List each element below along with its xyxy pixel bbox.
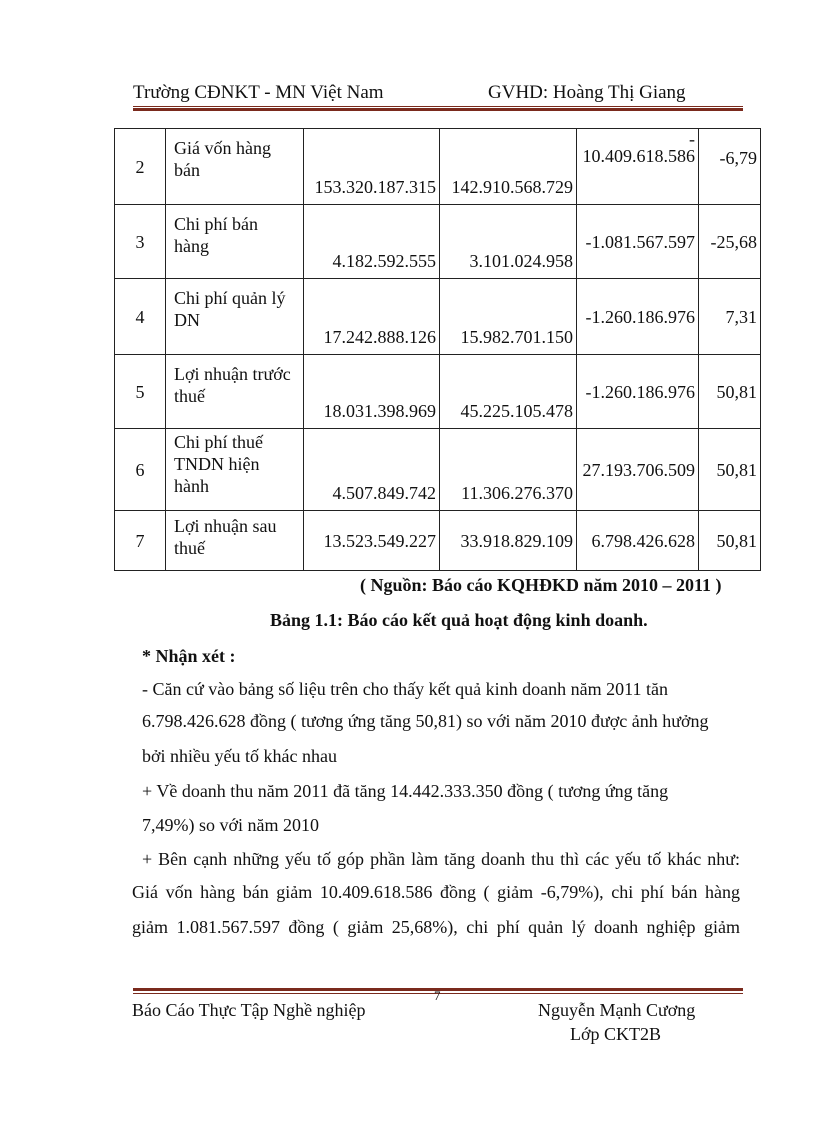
row-stt: 5 bbox=[115, 355, 166, 429]
table-row bbox=[115, 205, 761, 279]
row-stt: 4 bbox=[115, 279, 166, 355]
table-row bbox=[115, 129, 761, 205]
row-name: Chi phí quản lý DN bbox=[166, 279, 304, 355]
row-value-2011: 15.982.701.150 bbox=[440, 279, 577, 355]
row-value-2011: 45.225.105.478 bbox=[440, 355, 577, 429]
row-percent: 50,81 bbox=[699, 511, 761, 571]
row-value-2011: 3.101.024.958 bbox=[440, 205, 577, 279]
row-percent: 50,81 bbox=[699, 429, 761, 511]
page-number: 7 bbox=[434, 988, 441, 1003]
row-value-2011: 33.918.829.109 bbox=[440, 511, 577, 571]
remark-line: Giá vốn hàng bán giảm 10.409.618.586 đồng ( giảm -6,79%), chi phí bán hàng bbox=[132, 882, 740, 902]
remark-line: 6.798.426.628 đồng ( tương ứng tăng 50,81) so với năm 2010 được ảnh hưởng bbox=[142, 711, 709, 731]
difference-value: 10.409.618.586 bbox=[582, 146, 695, 166]
remark-line: bởi nhiều yếu tố khác nhau bbox=[142, 746, 337, 766]
remark-line: + Bên cạnh những yếu tố góp phần làm tăng doanh thu thì các yếu tố khác như: bbox=[142, 849, 740, 869]
footer-report-title: Báo Cáo Thực Tập Nghề nghiệp bbox=[132, 1000, 366, 1020]
remark-line: giảm 1.081.567.597 đồng ( giảm 25,68%), chi phí quản lý doanh nghiệp giảm bbox=[132, 917, 740, 937]
row-percent: -6,79 bbox=[699, 129, 761, 205]
table-row bbox=[115, 279, 761, 355]
page-header bbox=[133, 82, 743, 108]
difference-sign: - bbox=[689, 129, 695, 149]
row-value-2010: 153.320.187.315 bbox=[304, 129, 440, 205]
table-source: ( Nguồn: Báo cáo KQHĐKD năm 2010 – 2011 ) bbox=[360, 575, 722, 595]
row-value-2010: 13.523.549.227 bbox=[304, 511, 440, 571]
table-row bbox=[115, 511, 761, 571]
row-percent: -25,68 bbox=[699, 205, 761, 279]
row-difference: -1.081.567.597 bbox=[577, 205, 699, 279]
row-difference bbox=[577, 129, 699, 205]
row-difference: 27.193.706.509 bbox=[577, 429, 699, 511]
header-supervisor: GVHD: Hoàng Thị Giang bbox=[488, 82, 686, 103]
table-row bbox=[115, 355, 761, 429]
row-name: Lợi nhuận sau thuế bbox=[166, 511, 304, 571]
row-difference: -1.260.186.976 bbox=[577, 279, 699, 355]
header-school: Trường CĐNKT - MN Việt Nam bbox=[133, 82, 384, 103]
row-value-2011: 11.306.276.370 bbox=[440, 429, 577, 511]
remark-line: - Căn cứ vào bảng số liệu trên cho thấy kết quả kinh doanh năm 2011 tăn bbox=[142, 679, 668, 699]
row-value-2010: 4.182.592.555 bbox=[304, 205, 440, 279]
row-value-2010: 18.031.398.969 bbox=[304, 355, 440, 429]
row-stt: 6 bbox=[115, 429, 166, 511]
row-name: Chi phí bán hàng bbox=[166, 205, 304, 279]
row-stt: 3 bbox=[115, 205, 166, 279]
row-stt: 2 bbox=[115, 129, 166, 205]
row-value-2010: 4.507.849.742 bbox=[304, 429, 440, 511]
table-row bbox=[115, 429, 761, 511]
row-percent: 50,81 bbox=[699, 355, 761, 429]
header-rule-thick bbox=[133, 108, 743, 111]
remark-line: + Về doanh thu năm 2011 đã tăng 14.442.333.350 đồng ( tương ứng tăng bbox=[142, 781, 669, 801]
remark-line: 7,49%) so với năm 2010 bbox=[142, 815, 320, 835]
row-name: Giá vốn hàng bán bbox=[166, 129, 304, 205]
row-stt: 7 bbox=[115, 511, 166, 571]
table-caption: Bảng 1.1: Báo cáo kết quả hoạt động kinh doanh. bbox=[270, 610, 648, 630]
row-name: Lợi nhuận trước thuế bbox=[166, 355, 304, 429]
header-rule-thin bbox=[133, 106, 743, 107]
row-value-2011: 142.910.568.729 bbox=[440, 129, 577, 205]
row-value-2010: 17.242.888.126 bbox=[304, 279, 440, 355]
remarks-heading: * Nhận xét : bbox=[142, 646, 236, 666]
footer-author: Nguyễn Mạnh Cương bbox=[538, 1000, 696, 1020]
row-difference: -1.260.186.976 bbox=[577, 355, 699, 429]
footer-class: Lớp CKT2B bbox=[570, 1024, 662, 1044]
row-name: Chi phí thuế TNDN hiện hành bbox=[166, 429, 304, 511]
results-table bbox=[114, 128, 761, 571]
row-difference: 6.798.426.628 bbox=[577, 511, 699, 571]
row-percent: 7,31 bbox=[699, 279, 761, 355]
